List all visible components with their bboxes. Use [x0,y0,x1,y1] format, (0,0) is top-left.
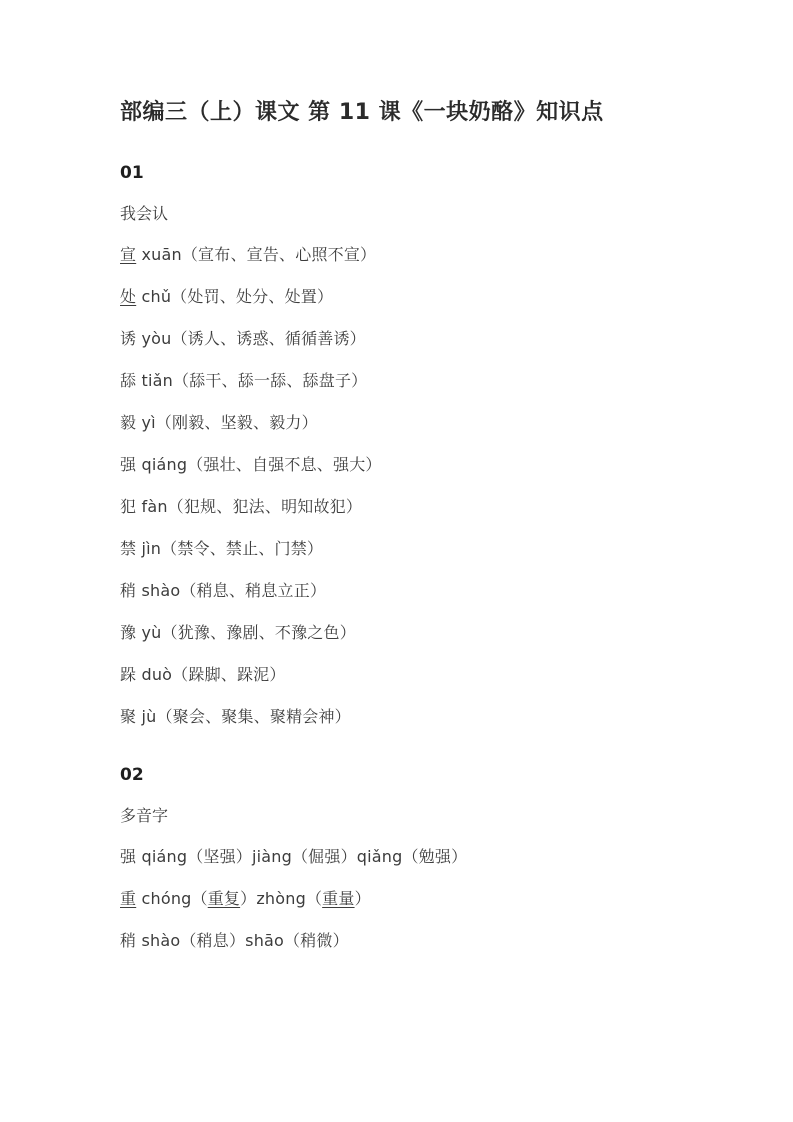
word-entry [120,706,733,728]
word-entry [120,664,733,686]
text-segment: 稍 shào（稍息）shāo（稍微） [120,931,349,950]
section-heading: 我会认 [120,204,169,223]
text-segment: 宣 [120,245,137,264]
text-segment: 舔 tiǎn（舔干、舔一舔、舔盘子） [120,371,368,390]
text-segment: 聚 jù（聚会、聚集、聚精会神） [120,707,351,726]
text-segment: 犯 fàn（犯规、犯法、明知故犯） [120,497,363,516]
text-segment: xuān（宣布、宣告、心照不宣） [136,245,377,264]
text-segment: chǔ（处罚、处分、处置） [136,287,334,306]
text-segment: 毅 yì（刚毅、坚毅、毅力） [120,413,318,432]
word-entry [120,622,733,644]
text-segment: 诱 yòu（诱人、诱惑、循循善诱） [120,329,366,348]
text-segment: 重量 [322,889,355,908]
text-segment: 强 qiáng（强壮、自强不息、强大） [120,455,382,474]
word-entry [120,244,733,266]
word-entry [120,412,733,434]
text-segment: 稍 shào（稍息、稍息立正） [120,581,327,600]
word-entry [120,370,733,392]
word-entry [120,538,733,560]
word-entry [120,496,733,518]
word-entry [120,328,733,350]
word-entry [120,888,733,910]
word-entry [120,454,733,476]
section-duo-yin-zi [120,764,733,952]
text-segment: 处 [120,287,137,306]
section-wo-hui-ren [120,162,733,728]
text-segment: 跺 duò（跺脚、跺泥） [120,665,286,684]
section-number: 01 [120,163,144,183]
section-number: 02 [120,765,144,785]
word-entry [120,580,733,602]
section-heading: 多音字 [120,806,169,825]
word-entry [120,286,733,308]
text-segment: 豫 yù（犹豫、豫剧、不豫之色） [120,623,356,642]
text-segment: 强 qiáng（坚强）jiàng（倔强）qiǎng（勉强） [120,847,468,866]
text-segment: ）zhòng（ [240,889,323,908]
word-entry [120,930,733,952]
text-segment: 重 [120,889,137,908]
text-segment: chóng（ [136,889,208,908]
text-segment: ） [354,889,371,908]
word-entry [120,846,733,868]
text-segment: 禁 jìn（禁令、禁止、门禁） [120,539,324,558]
page-title: 部编三（上）课文 第 11 课《一块奶酪》知识点 [120,100,604,125]
text-segment: 重复 [207,889,241,908]
